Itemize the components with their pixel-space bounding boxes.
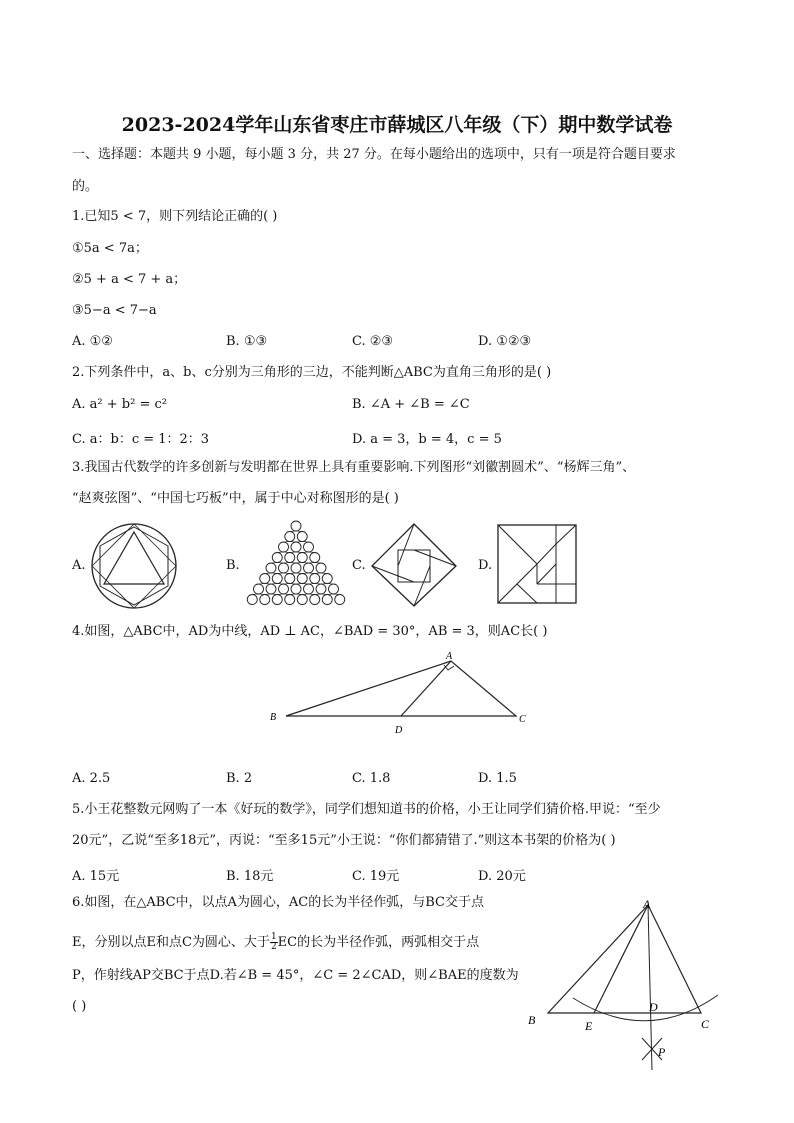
yanghui-cell: [260, 595, 270, 605]
q4-option-a[interactable]: A. 2.5: [72, 771, 111, 786]
yanghui-cell: [310, 574, 320, 584]
half-fraction: [270, 933, 278, 952]
yanghui-cell: [297, 532, 307, 542]
q5-option-b[interactable]: B. 18元: [226, 869, 274, 884]
yanghui-cell: [254, 584, 264, 594]
q6-stem-line2: [72, 933, 479, 952]
section1-header: 一、选择题：本题共 9 小题，每小题 3 分，共 27 分。在每小题给出的选项中，只有一项是符合题目要求: [72, 147, 676, 162]
q1-option-c[interactable]: C. ②③: [352, 334, 394, 349]
yanghui-cell: [316, 563, 326, 573]
q6-construction-figure: [525, 895, 725, 1080]
yanghui-cell: [291, 584, 301, 594]
q5-option-c[interactable]: C. 19元: [352, 869, 400, 884]
q6-point-e: E: [585, 1019, 593, 1033]
q5-option-a[interactable]: A. 15元: [72, 869, 120, 884]
yanghui-cell: [279, 563, 289, 573]
yanghui-cell: [266, 584, 276, 594]
q4-option-d[interactable]: D. 1.5: [478, 771, 517, 786]
q4-point-a: A: [446, 651, 453, 662]
zhaoshuang-figure: [370, 522, 458, 608]
yanghui-cell: [279, 584, 289, 594]
q5-stem-line2: 20元”，乙说“至多18元”，丙说：“至多15元”小王说：“你们都猜错了.”则这本书架的价格为( ): [72, 833, 616, 848]
yanghui-cell: [304, 584, 314, 594]
q4-point-d: D: [395, 725, 403, 736]
q2-option-d[interactable]: D. a = 3，b = 4，c = 5: [352, 432, 502, 447]
tangram-figure: [497, 524, 577, 604]
yanghui-cell: [297, 574, 307, 584]
yanghui-cell: [329, 584, 339, 594]
yanghui-cell: [316, 584, 326, 594]
q3-option-b[interactable]: B.: [226, 558, 240, 573]
liuhui-circle-figure: [88, 522, 184, 610]
yanghui-cell: [285, 532, 295, 542]
q6-stem-line2-a: E，分别以点E和点C为圆心、大于: [72, 935, 270, 950]
q1-option-d[interactable]: D. ①②③: [478, 334, 532, 349]
q3-option-d[interactable]: D.: [478, 558, 493, 573]
q6-point-b: B: [528, 1013, 536, 1027]
yanghui-cell: [322, 574, 332, 584]
yanghui-cell: [291, 563, 301, 573]
half-fraction-denominator: 2: [270, 942, 277, 952]
q2-stem: 2.下列条件中，a、b、c分别为三角形的三边，不能判断△ABC为直角三角形的是( ): [72, 365, 552, 380]
q6-stem-line1: 6.如图，在△ABC中，以点A为圆心，AC的长为半径作弧，与BC交于点: [72, 895, 484, 910]
q3-stem-line1: 3.我国古代数学的许多创新与发明都在世界上具有重要影响.下列图形“刘徽割圆术”、“杨辉三角”、: [72, 460, 636, 475]
q6-point-d: D: [649, 1000, 658, 1014]
yanghui-cell: [297, 553, 307, 563]
q4-point-c: C: [519, 714, 526, 725]
section1-header-cont: 的。: [72, 179, 99, 194]
yanghui-cell: [279, 542, 289, 552]
q1-stem: 1.已知5 < 7，则下列结论正确的( ): [72, 209, 278, 224]
half-fraction-numerator: 1: [270, 932, 277, 942]
q4-triangle-figure: [268, 650, 538, 742]
q6-point-c: C: [701, 1017, 710, 1031]
q5-option-d[interactable]: D. 20元: [478, 869, 526, 884]
q1-option-a[interactable]: A. ①②: [72, 334, 113, 349]
q3-stem-line2: “赵爽弦图”、“中国七巧板”中，属于中心对称图形的是( ): [72, 491, 399, 506]
q2-option-a[interactable]: A. a² + b² = c²: [72, 397, 167, 412]
q1-statement-1: ①5a < 7a；: [72, 241, 148, 256]
q6-stem-line2-b: EC的长为半径作弧，两弧相交于点: [277, 935, 480, 950]
q6-stem-line4: ( ): [72, 999, 87, 1014]
q1-statement-2: ②5 + a < 7 + a；: [72, 272, 187, 287]
yanghui-cell: [285, 595, 295, 605]
yanghui-cell: [272, 595, 282, 605]
yanghui-cell: [335, 595, 345, 605]
q5-stem-line1: 5.小王花整数元网购了一本《好玩的数学》，同学们想知道书的价格，小王让同学们猜价格.甲说：“至少: [72, 802, 661, 817]
yanghui-cell: [297, 595, 307, 605]
yanghui-cell: [272, 553, 282, 563]
yanghui-cell: [304, 563, 314, 573]
yanghui-cell: [247, 595, 257, 605]
yanghui-cell: [291, 521, 301, 531]
yanghui-cell: [272, 574, 282, 584]
yanghui-cell: [260, 574, 270, 584]
yanghui-cell: [266, 563, 276, 573]
q4-option-b[interactable]: B. 2: [226, 771, 253, 786]
yanghui-cell: [310, 595, 320, 605]
yanghui-triangle-figure: [244, 520, 348, 608]
yanghui-cell: [304, 542, 314, 552]
q4-stem: 4.如图，△ABC中，AD为中线，AD ⊥ AC，∠BAD = 30°，AB = 3，则AC长( ): [72, 624, 548, 639]
yanghui-cell: [291, 542, 301, 552]
q1-option-b[interactable]: B. ①③: [226, 334, 268, 349]
q3-option-a[interactable]: A.: [72, 558, 86, 573]
q2-option-c[interactable]: C. a：b：c = 1：2：3: [72, 432, 210, 447]
q4-point-b: B: [270, 712, 277, 723]
yanghui-cell: [285, 553, 295, 563]
yanghui-cell: [322, 595, 332, 605]
q6-stem-line3: P，作射线AP交BC于点D.若∠B = 45°，∠C = 2∠CAD，则∠BAE的度数为: [72, 968, 519, 983]
yanghui-cell: [285, 574, 295, 584]
yanghui-cell: [310, 553, 320, 563]
page-title: 2023-2024学年山东省枣庄市薛城区八年级（下）期中数学试卷: [121, 114, 673, 136]
q2-option-b[interactable]: B. ∠A + ∠B = ∠C: [352, 397, 470, 412]
q3-option-c[interactable]: C.: [352, 558, 366, 573]
q1-statement-3: ③5−a < 7−a: [72, 303, 157, 318]
q6-point-p: P: [658, 1045, 666, 1059]
q4-option-c[interactable]: C. 1.8: [352, 771, 391, 786]
q6-point-a: A: [643, 897, 651, 911]
